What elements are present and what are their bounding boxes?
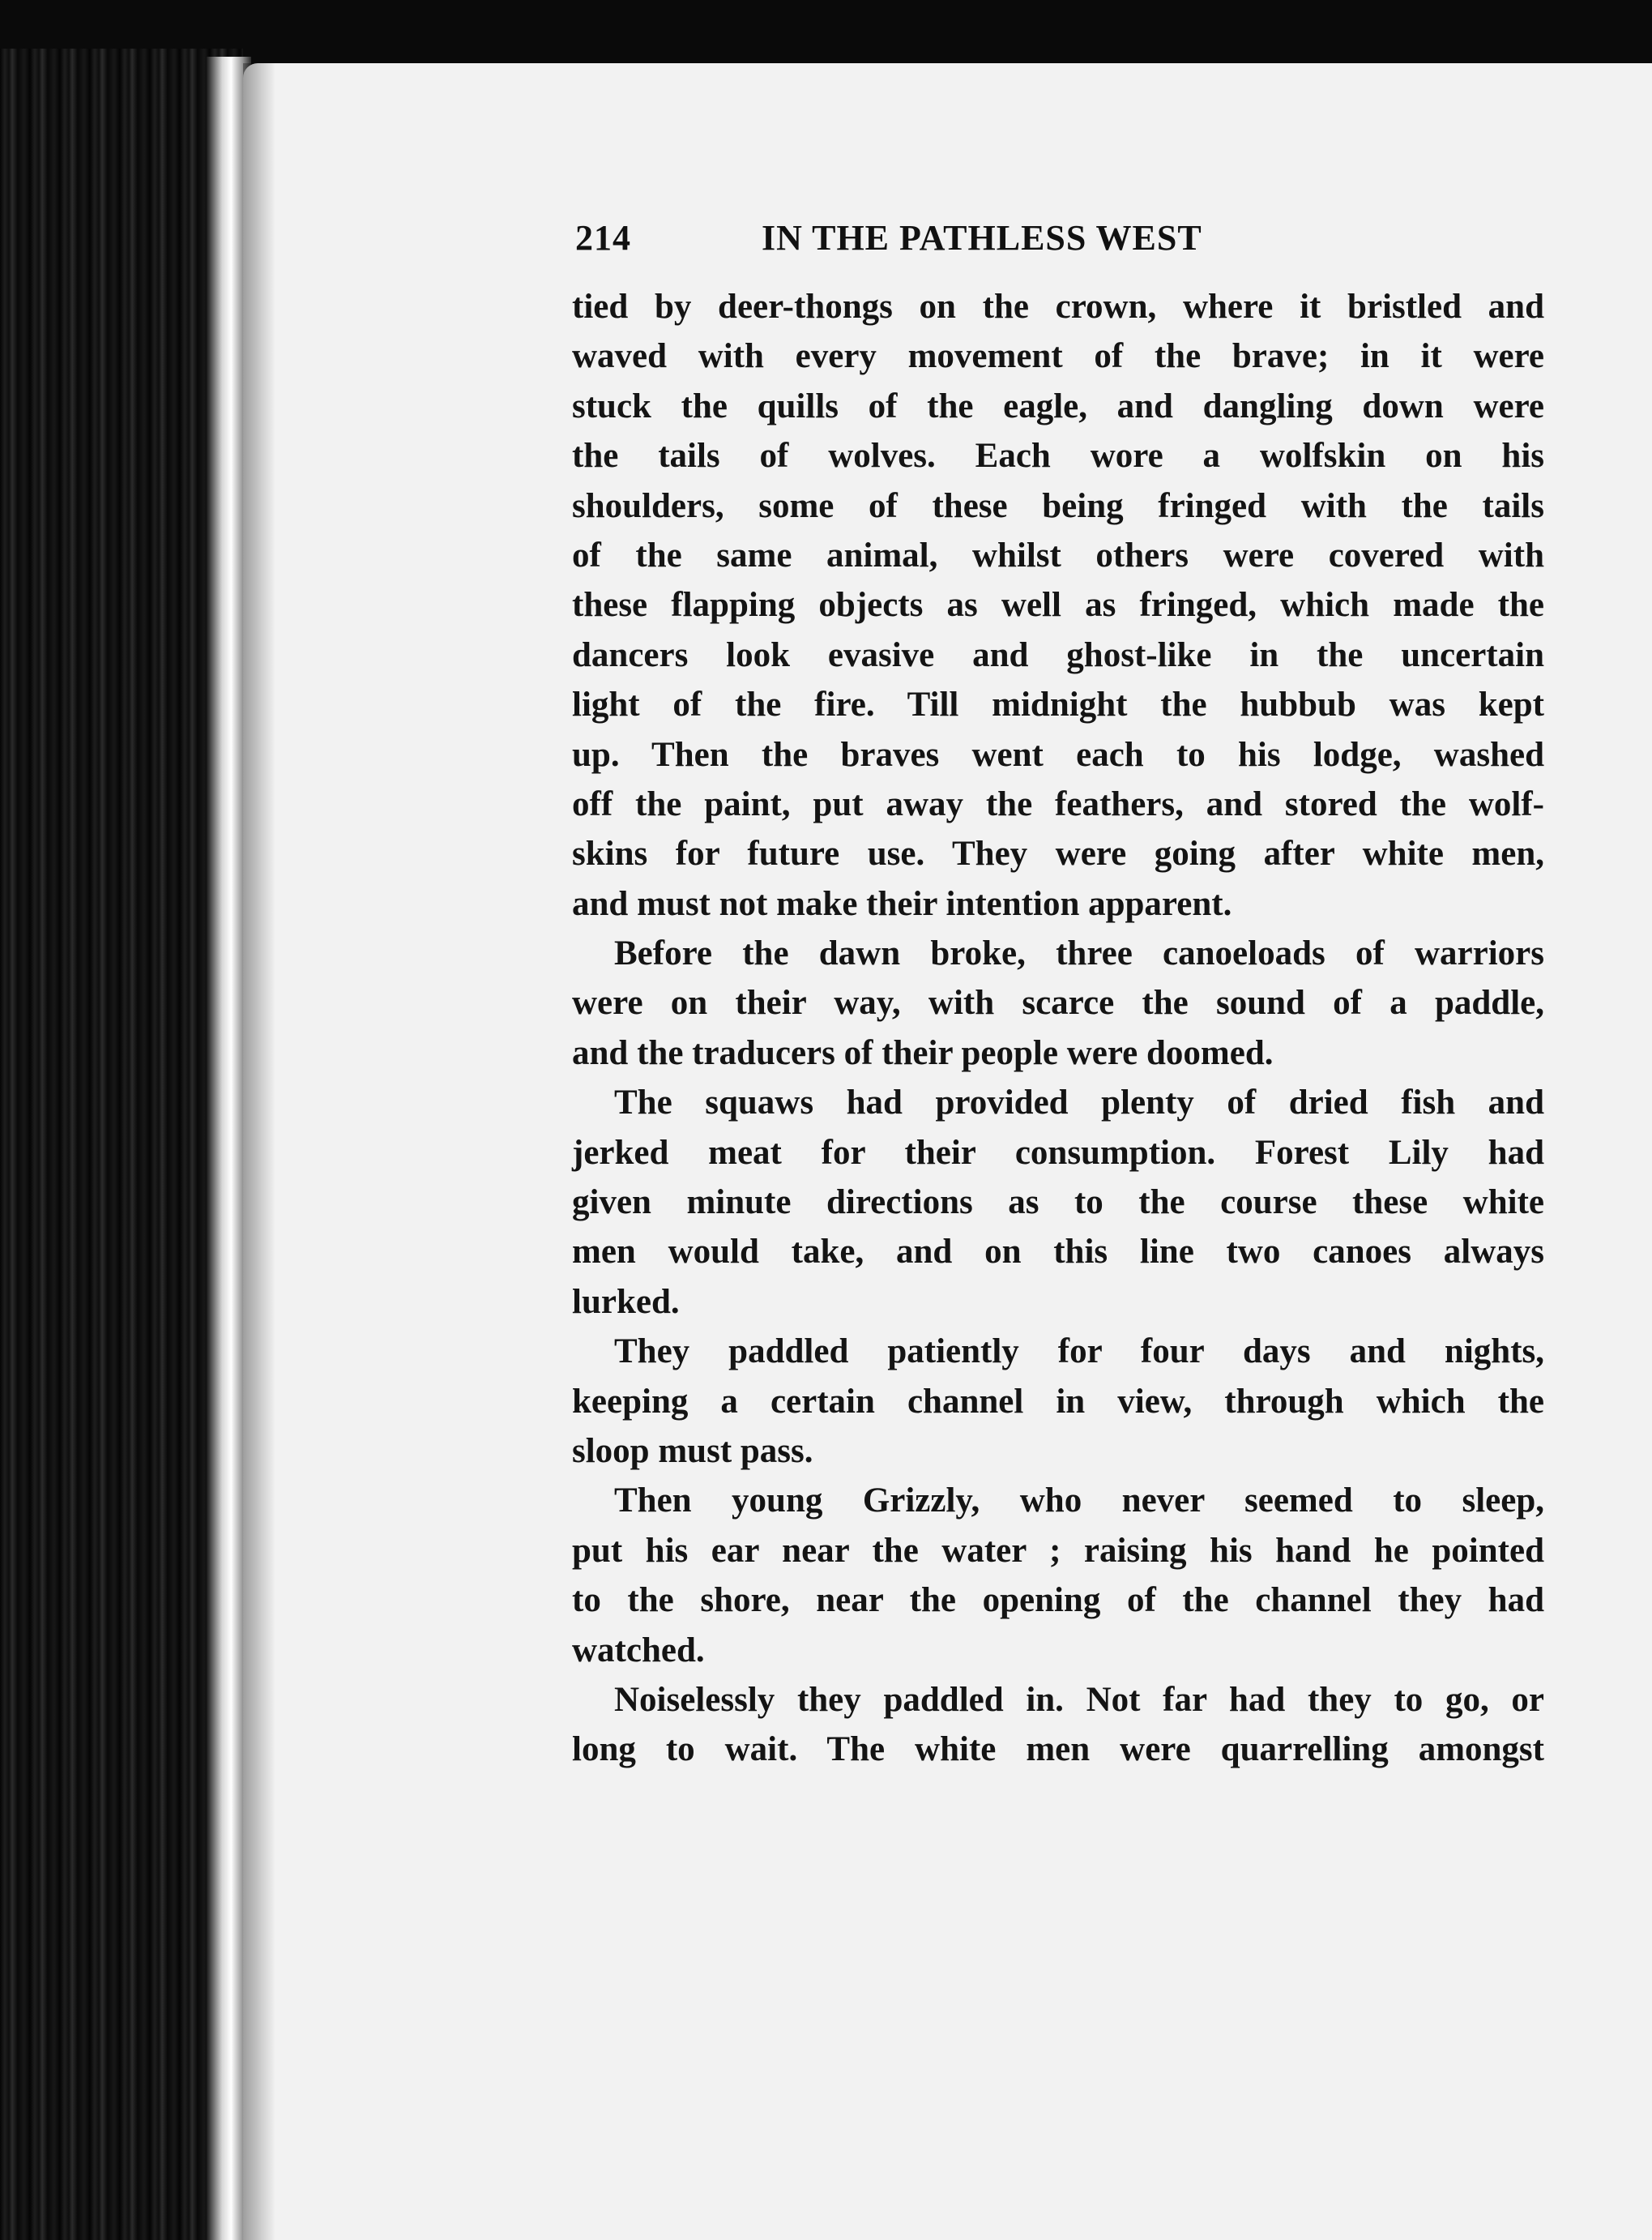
text-line: Before the dawn broke, three canoeloads of warriors xyxy=(614,934,1544,973)
text-line: and the traducers of their people were doomed. xyxy=(572,1033,1274,1072)
text-line: sloop must pass. xyxy=(572,1431,813,1470)
text-line: tied by deer-thongs on the crown, where it bristled and xyxy=(572,288,1544,326)
text-line: long to wait. The white men were quarrelling amongst xyxy=(572,1730,1544,1769)
text-line: waved with every movement of the brave; in it were xyxy=(572,337,1544,376)
text-line: keeping a certain channel in view, through which the xyxy=(572,1382,1544,1421)
page-number: 214 xyxy=(575,218,631,258)
running-title: IN THE PATHLESS WEST xyxy=(762,218,1202,258)
text-line: off the paint, put away the feathers, and stored the wolf- xyxy=(572,784,1544,823)
text-line: put his ear near the water ; raising his hand he pointed xyxy=(572,1531,1544,1570)
text-line: They paddled patiently for four days and nights, xyxy=(614,1332,1544,1371)
text-line: Then young Grizzly, who never seemed to sleep, xyxy=(614,1481,1544,1520)
text-line: of the same animal, whilst others were covered with xyxy=(572,536,1544,575)
text-line: given minute directions as to the course these white xyxy=(572,1183,1544,1222)
body-text xyxy=(572,282,1544,1775)
text-line: jerked meat for their consumption. Forest Lily had xyxy=(572,1133,1544,1172)
gutter-shadow xyxy=(243,63,275,2240)
text-line: men would take, and on this line two canoes always xyxy=(572,1233,1544,1272)
text-line: light of the fire. Till midnight the hubbub was kept xyxy=(572,686,1544,725)
text-line: dancers look evasive and ghost-like in the uncertain xyxy=(572,635,1544,674)
text-line: these flapping objects as well as fringed, which made the xyxy=(572,586,1544,625)
text-line: The squaws had provided plenty of dried fish and xyxy=(614,1084,1544,1122)
text-line: Noiselessly they paddled in. Not far had they to go, or xyxy=(614,1680,1544,1719)
text-line: the tails of wolves. Each wore a wolfskin on his xyxy=(572,437,1544,476)
text-line: shoulders, some of these being fringed with the tails xyxy=(572,486,1544,525)
text-line: stuck the quills of the eagle, and dangling down were xyxy=(572,387,1544,425)
running-head xyxy=(575,217,1385,266)
text-line: and must not make their intention apparent. xyxy=(572,884,1232,923)
text-line: skins for future use. They were going after white men, xyxy=(572,835,1544,874)
text-line: to the shore, near the opening of the channel they had xyxy=(572,1581,1544,1620)
text-line: up. Then the braves went each to his lodge, washed xyxy=(572,735,1544,774)
text-line: were on their way, with scarce the sound of a paddle, xyxy=(572,984,1544,1023)
text-line: lurked. xyxy=(572,1282,680,1321)
text-line: watched. xyxy=(572,1631,705,1669)
